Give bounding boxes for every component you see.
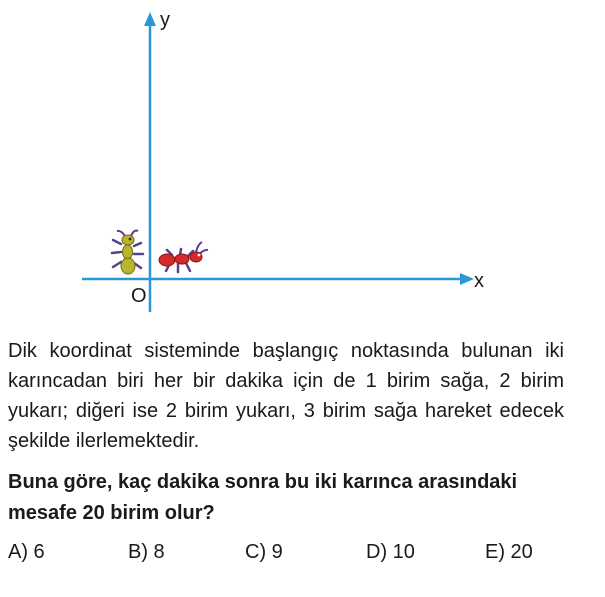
question-text: Buna göre, kaç dakika sonra bu iki karınca arasındaki mesafe 20 birim olur?	[8, 471, 518, 524]
problem-statement: Dik koordinat sisteminde başlangıç noktasında bulunan iki karıncadan biri her bir dakika için de 1 birim sağa, 2 birim yukarı; diğeri ise 2 birim yukarı, 3 birim sağa hareket edecek şekilde ilerlemektedir.	[8, 340, 564, 452]
x-axis-arrow	[460, 273, 474, 285]
origin-label: O	[131, 285, 147, 307]
x-axis-label: x	[474, 270, 484, 292]
red-ant-icon	[159, 242, 208, 272]
choice-a[interactable]: A) 6	[8, 541, 45, 563]
choice-e[interactable]: E) 20	[485, 541, 533, 563]
choice-c[interactable]: C) 9	[245, 541, 283, 563]
choice-b[interactable]: B) 8	[128, 541, 165, 563]
answer-choices	[8, 541, 598, 573]
y-axis-arrow	[144, 12, 156, 26]
choice-d[interactable]: D) 10	[366, 541, 415, 563]
y-axis-label: y	[160, 9, 170, 31]
yellow-ant-icon	[112, 231, 143, 274]
